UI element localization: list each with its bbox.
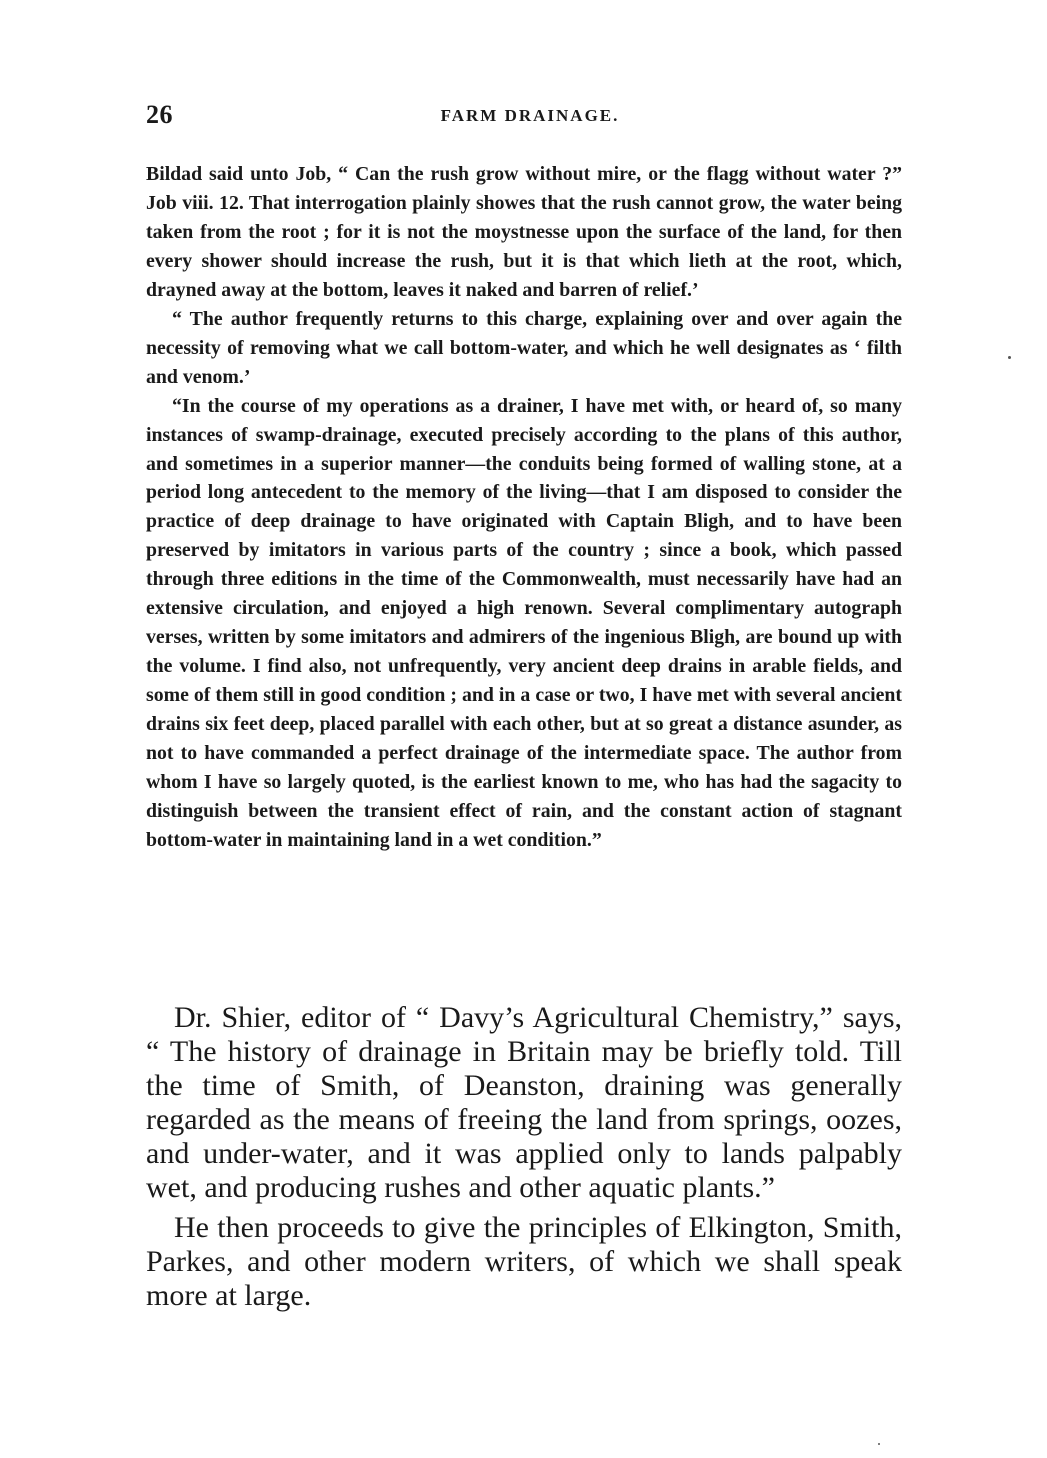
- running-head: [146, 100, 902, 134]
- quoted-paragraph-2: “ The author frequently returns to this charge, explaining over and over again the necessity of removing what we call bottom-water, and which he well designates as ‘ filth and venom.’: [146, 307, 902, 388]
- scan-speck: [1008, 356, 1011, 359]
- quoted-paragraph-3: “In the course of my operations as a drainer, I have met with, or heard of, so many instances of swamp-drainage, executed precisely according to the plans of this author, and sometimes in a superior manner—the conduits being formed of walling stone, at a period long antecedent to the memory of the living—that I am disposed to consider the practice of deep drainage to have originated with Captain Bligh, and to have been preserved by imitators in various parts of the country ; since a book, which passed through three editions in the time of the Commonwealth, must necessarily have had an extensive circulation, and enjoyed a high renown. Several complimentary autograph verses, written by some imitators and admirers of the ingenious Bligh, are bound up with the volume. I find also, not unfrequently, very ancient deep drains in arable fields, and some of them still in good condition ; and in a case or two, I have met with several ancient drains six feet deep, placed parallel with each other, but at so great a distance asunder, as not to have commanded a perfect drainage of the intermediate space. The author from whom I have so largely quoted, is the earliest known to me, who has had the sagacity to distinguish between the transient effect of rain, and the constant action of stagnant bottom-water in maintaining land in a wet condition.”: [146, 394, 902, 851]
- quoted-paragraph-1: Bildad said unto Job, “ Can the rush grow without mire, or the flagg without water ?” Job viii. 12. That interrogation plainly showes that the rush cannot grow, the water being taken from the root ; for it is not the moystnesse upon the surface of the land, for then every shower should increase the rush, but it is that which lieth at the root, which, drayned away at the bottom, leaves it naked and barren of relief.’: [146, 163, 902, 301]
- scan-speck: [878, 1443, 880, 1445]
- running-title: FARM DRAINAGE.: [440, 106, 620, 125]
- page-number: 26: [146, 100, 173, 129]
- main-text: [146, 1001, 902, 1313]
- body-paragraph-1: Dr. Shier, editor of “ Davy’s Agricultural Chemistry,” says, “ The history of drainage in Britain may be briefly told. Till the time of Smith, of Deanston, draining was generally regarded as the means of freeing the land from springs, oozes, and under-water, and it was applied only to lands palpably wet, and producing rushes and other aquatic plants.”: [146, 1001, 902, 1204]
- quoted-passage: [146, 160, 902, 855]
- body-paragraph-2: He then proceeds to give the principles of Elkington, Smith, Parkes, and other modern writers, of which we shall speak more at large.: [146, 1211, 902, 1312]
